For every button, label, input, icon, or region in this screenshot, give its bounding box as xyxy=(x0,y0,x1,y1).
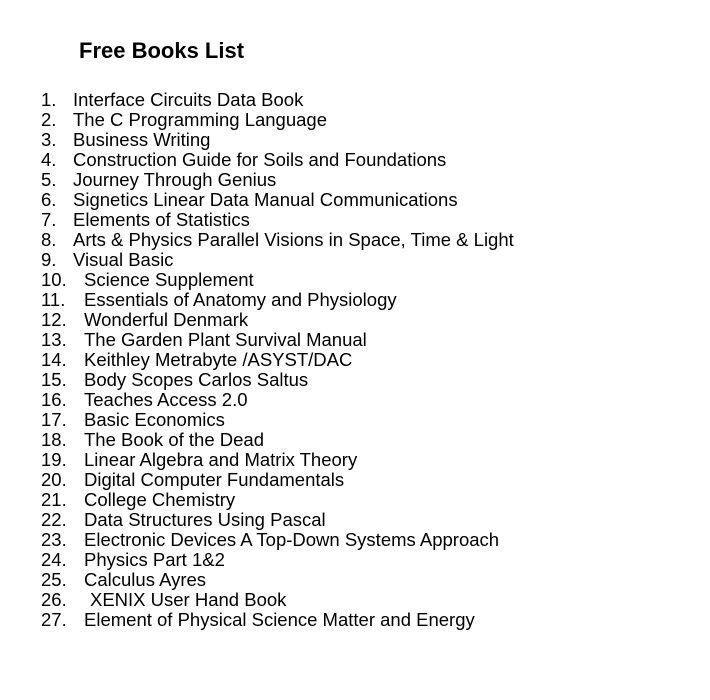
book-title: Elements of Statistics xyxy=(73,209,250,230)
book-title: Data Structures Using Pascal xyxy=(84,509,326,530)
list-item xyxy=(41,450,514,470)
book-title: Construction Guide for Soils and Foundations xyxy=(73,149,447,170)
item-number: 20. xyxy=(41,469,67,490)
list-item xyxy=(41,490,514,510)
book-title: The Book of the Dead xyxy=(84,429,264,450)
book-title: Calculus Ayres xyxy=(84,569,207,590)
book-title: Arts & Physics Parallel Visions in Space, Time & Light xyxy=(73,229,514,250)
item-number: 15. xyxy=(41,369,67,390)
item-number: 27. xyxy=(41,609,67,630)
list-item xyxy=(41,410,514,430)
item-number: 26. xyxy=(41,589,67,610)
item-number: 11. xyxy=(41,289,66,310)
book-title: Basic Economics xyxy=(84,409,225,430)
item-number: 16. xyxy=(41,389,67,410)
book-title: Body Scopes Carlos Saltus xyxy=(84,369,309,390)
list-item xyxy=(41,550,514,570)
list-item xyxy=(41,150,514,170)
item-number: 6. xyxy=(41,189,57,210)
list-item xyxy=(41,370,514,390)
book-title: Element of Physical Science Matter and Energy xyxy=(84,609,475,630)
list-item xyxy=(41,210,514,230)
item-number: 3. xyxy=(41,129,57,150)
book-title: The C Programming Language xyxy=(73,109,328,130)
list-item xyxy=(41,170,514,190)
item-number: 4. xyxy=(41,149,57,170)
list-item xyxy=(41,430,514,450)
list-item xyxy=(41,530,514,550)
list-item xyxy=(41,110,514,130)
list-item xyxy=(41,250,514,270)
book-title: Electronic Devices A Top-Down Systems Approach xyxy=(84,529,500,550)
list-item xyxy=(41,290,514,310)
list-item xyxy=(41,230,514,250)
book-title: Visual Basic xyxy=(73,249,174,270)
item-number: 2. xyxy=(41,109,57,130)
list-item xyxy=(41,190,514,210)
list-item xyxy=(41,310,514,330)
item-number: 1. xyxy=(41,89,57,110)
book-title: Teaches Access 2.0 xyxy=(84,389,248,410)
book-title: The Garden Plant Survival Manual xyxy=(84,329,367,350)
page-title: Free Books List xyxy=(79,38,245,63)
item-number: 23. xyxy=(41,529,67,550)
item-number: 8. xyxy=(41,229,57,250)
item-number: 9. xyxy=(41,249,57,270)
list-item xyxy=(41,390,514,410)
book-title: College Chemistry xyxy=(84,489,236,510)
list-item xyxy=(41,90,514,110)
list-item xyxy=(41,590,514,610)
item-number: 24. xyxy=(41,549,67,570)
book-title: Keithley Metrabyte /ASYST/DAC xyxy=(84,349,353,370)
book-title: XENIX User Hand Book xyxy=(90,589,287,610)
item-number: 12. xyxy=(41,309,67,330)
book-title: Signetics Linear Data Manual Communications xyxy=(73,189,458,210)
item-number: 7. xyxy=(41,209,57,230)
item-number: 14. xyxy=(41,349,67,370)
book-title: Linear Algebra and Matrix Theory xyxy=(84,449,358,470)
list-item xyxy=(41,350,514,370)
book-title: Wonderful Denmark xyxy=(84,309,249,330)
item-number: 17. xyxy=(41,409,67,430)
book-title: Digital Computer Fundamentals xyxy=(84,469,345,490)
item-number: 21. xyxy=(41,489,67,510)
item-number: 25. xyxy=(41,569,67,590)
item-number: 18. xyxy=(41,429,67,450)
book-title: Essentials of Anatomy and Physiology xyxy=(84,289,397,310)
book-list xyxy=(41,90,514,630)
book-title: Interface Circuits Data Book xyxy=(73,89,304,110)
list-item xyxy=(41,470,514,490)
book-title: Science Supplement xyxy=(84,269,254,290)
item-number: 10. xyxy=(41,269,67,290)
list-item xyxy=(41,570,514,590)
list-item xyxy=(41,610,514,630)
book-title: Journey Through Genius xyxy=(73,169,277,190)
list-item xyxy=(41,130,514,150)
item-number: 13. xyxy=(41,329,67,350)
list-item xyxy=(41,270,514,290)
book-title: Business Writing xyxy=(73,129,211,150)
book-title: Physics Part 1&2 xyxy=(84,549,225,570)
item-number: 19. xyxy=(41,449,67,470)
item-number: 5. xyxy=(41,169,57,190)
item-number: 22. xyxy=(41,509,67,530)
list-item xyxy=(41,510,514,530)
list-item xyxy=(41,330,514,350)
